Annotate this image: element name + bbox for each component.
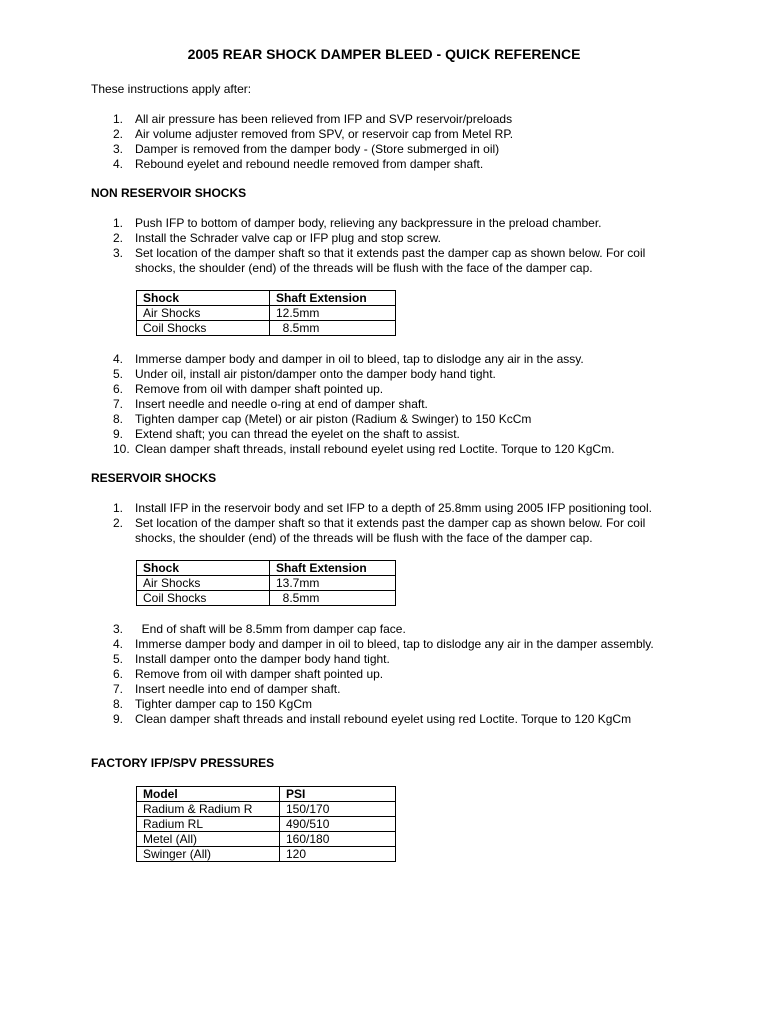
list-item: 4. Immerse damper body and damper in oil to bleed, tap to dislodge any air in the assy. bbox=[113, 352, 584, 366]
reservoir-steps-a bbox=[113, 501, 683, 546]
non-reservoir-extension-table bbox=[136, 290, 396, 336]
table-header: Shock bbox=[137, 561, 270, 576]
list-item: 6. Remove from oil with damper shaft pointed up. bbox=[113, 667, 384, 681]
table-cell: Air Shocks bbox=[137, 306, 270, 321]
table-header-row bbox=[137, 787, 396, 802]
list-item: 4. Rebound eyelet and rebound needle removed from damper shaft. bbox=[113, 157, 484, 171]
table-cell: 490/510 bbox=[280, 817, 396, 832]
table-cell: Swinger (All) bbox=[137, 847, 280, 862]
list-item: 7. Insert needle and needle o-ring at end of damper shaft. bbox=[113, 397, 428, 411]
table-row bbox=[137, 802, 396, 817]
table-cell: 13.7mm bbox=[270, 576, 396, 591]
reservoir-extension-table bbox=[136, 560, 396, 606]
list-item: 8. Tighter damper cap to 150 KgCm bbox=[113, 697, 312, 711]
table-row bbox=[137, 591, 396, 606]
list-item: 3. End of shaft will be 8.5mm from damper cap face. bbox=[113, 622, 406, 636]
list-item: 2. Air volume adjuster removed from SPV, or reservoir cap from Metel RP. bbox=[113, 127, 514, 141]
list-item: 2. Set location of the damper shaft so that it extends past the damper cap as shown below. For coil shocks, the shoulder (end) of the threads will be flush with the face of the damper cap. bbox=[113, 516, 646, 545]
intro-text: These instructions apply after: bbox=[91, 82, 252, 96]
list-item: 4. Immerse damper body and damper in oil to bleed, tap to dislodge any air in the damper assembly. bbox=[113, 637, 654, 651]
table-cell: 12.5mm bbox=[270, 306, 396, 321]
table-row bbox=[137, 321, 396, 336]
table-cell: Air Shocks bbox=[137, 576, 270, 591]
list-item: 7. Insert needle into end of damper shaft. bbox=[113, 682, 341, 696]
table-header: Model bbox=[137, 787, 280, 802]
table-row bbox=[137, 832, 396, 847]
list-item: 1. Install IFP in the reservoir body and set IFP to a depth of 25.8mm using 2005 IFP positioning tool. bbox=[113, 501, 652, 515]
list-item: 5. Under oil, install air piston/damper onto the damper body hand tight. bbox=[113, 367, 496, 381]
table-header: Shaft Extension bbox=[270, 291, 396, 306]
prereq-list bbox=[113, 112, 683, 172]
table-header: Shaft Extension bbox=[270, 561, 396, 576]
list-item: 3. Set location of the damper shaft so that it extends past the damper cap as shown below. For coil shocks, the shoulder (end) of the threads will be flush with the face of the damper cap. bbox=[113, 246, 646, 275]
list-item: 1. Push IFP to bottom of damper body, relieving any backpressure in the preload chamber. bbox=[113, 216, 602, 230]
table-cell: 160/180 bbox=[280, 832, 396, 847]
section-heading-pressures: FACTORY IFP/SPV PRESSURES bbox=[91, 756, 275, 770]
list-item: 8. Tighten damper cap (Metel) or air piston (Radium & Swinger) to 150 KcCm bbox=[113, 412, 532, 426]
table-row bbox=[137, 306, 396, 321]
table-cell: Radium & Radium R bbox=[137, 802, 280, 817]
list-item: 6. Remove from oil with damper shaft pointed up. bbox=[113, 382, 384, 396]
table-header-row bbox=[137, 561, 396, 576]
table-cell: 150/170 bbox=[280, 802, 396, 817]
list-item: 2. Install the Schrader valve cap or IFP plug and stop screw. bbox=[113, 231, 441, 245]
table-row bbox=[137, 847, 396, 862]
table-header-row bbox=[137, 291, 396, 306]
table-row bbox=[137, 576, 396, 591]
table-cell: Metel (All) bbox=[137, 832, 280, 847]
list-item: 1. All air pressure has been relieved from IFP and SVP reservoir/preloads bbox=[113, 112, 513, 126]
list-item: 5. Install damper onto the damper body hand tight. bbox=[113, 652, 390, 666]
list-item: 9. Extend shaft; you can thread the eyelet on the shaft to assist. bbox=[113, 427, 460, 441]
section-heading-non-reservoir: NON RESERVOIR SHOCKS bbox=[91, 186, 247, 200]
reservoir-steps-b bbox=[113, 622, 683, 727]
table-cell: Radium RL bbox=[137, 817, 280, 832]
table-cell: 8.5mm bbox=[270, 591, 396, 606]
table-cell: Coil Shocks bbox=[137, 321, 270, 336]
table-cell: Coil Shocks bbox=[137, 591, 270, 606]
pressures-table bbox=[136, 786, 396, 862]
list-item: 3. Damper is removed from the damper body - (Store submerged in oil) bbox=[113, 142, 500, 156]
table-cell: 8.5mm bbox=[270, 321, 396, 336]
table-header: Shock bbox=[137, 291, 270, 306]
non-reservoir-steps-b bbox=[113, 352, 683, 457]
section-heading-reservoir: RESERVOIR SHOCKS bbox=[91, 471, 217, 485]
page-title: 2005 REAR SHOCK DAMPER BLEED - QUICK REFERENCE bbox=[187, 46, 581, 62]
list-item: 9. Clean damper shaft threads and install rebound eyelet using red Loctite. Torque to 120 KgCm bbox=[113, 712, 632, 726]
non-reservoir-steps-a bbox=[113, 216, 683, 276]
table-row bbox=[137, 817, 396, 832]
list-item: 10. Clean damper shaft threads, install rebound eyelet using red Loctite. Torque to 120 KgCm. bbox=[113, 442, 615, 456]
table-header: PSI bbox=[280, 787, 396, 802]
table-cell: 120 bbox=[280, 847, 396, 862]
